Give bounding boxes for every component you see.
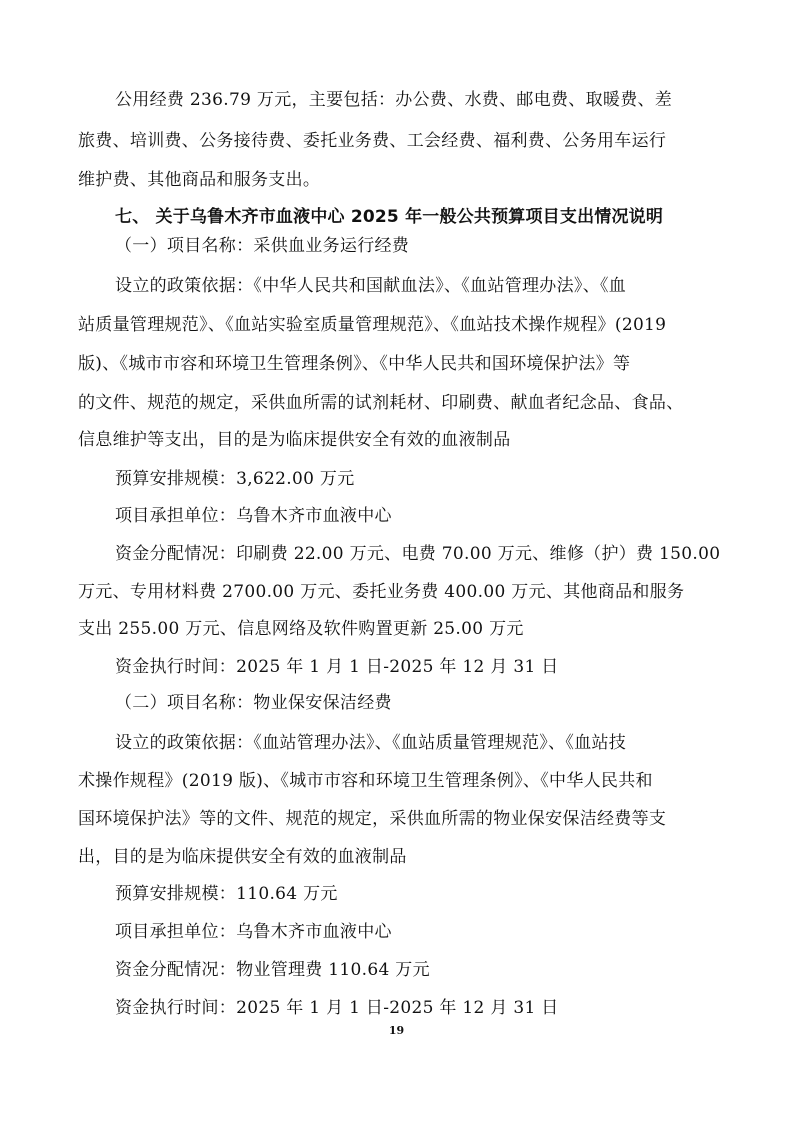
- text-line: 万元、专用材料费 2700.00 万元、委托业务费 400.00 万元、其他商品和服务: [78, 582, 685, 602]
- text-line: 预算安排规模：3,622.00 万元: [115, 469, 355, 489]
- page-number: 19: [388, 1024, 405, 1037]
- text-line: 国环境保护法》等的文件、规范的规定，采供血所需的物业保安保洁经费等支: [78, 809, 667, 829]
- text-line: 资金分配情况：印刷费 22.00 万元、电费 70.00 万元、维修（护）费 150.00: [115, 544, 721, 564]
- text-line: 资金执行时间：2025 年 1 月 1 日-2025 年 12 月 31 日: [115, 657, 559, 677]
- text-line: 的文件、规范的规定，采供血所需的试剂耗材、印刷费、献血者纪念品、食品、: [78, 393, 684, 413]
- text-line: 项目承担单位：乌鲁木齐市血液中心: [115, 506, 392, 526]
- text-line: 支出 255.00 万元、信息网络及软件购置更新 25.00 万元: [78, 619, 524, 639]
- text-line: 站质量管理规范》、《血站实验室质量管理规范》、《血站技术操作规程》(2019: [78, 315, 667, 335]
- text-line: 资金分配情况：物业管理费 110.64 万元: [115, 960, 430, 980]
- text-line: 设立的政策依据：《血站管理办法》、《血站质量管理规范》、《血站技: [115, 733, 627, 753]
- text-line: 项目承担单位：乌鲁木齐市血液中心: [115, 922, 392, 942]
- text-line: 版)、《城市市容和环境卫生管理条例》、《中华人民共和国环境保护法》等: [78, 354, 631, 374]
- text-line: 资金执行时间：2025 年 1 月 1 日-2025 年 12 月 31 日: [115, 998, 559, 1018]
- section-heading: 七、 关于乌鲁木齐市血液中心 2025 年一般公共预算项目支出情况说明: [115, 207, 664, 227]
- subsection-heading: （一）项目名称：采供血业务运行经费: [115, 236, 410, 256]
- text-line: 信息维护等支出，目的是为临床提供安全有效的血液制品: [78, 430, 511, 450]
- text-line: 旅费、培训费、公务接待费、委托业务费、工会经费、福利费、公务用车运行: [78, 131, 667, 151]
- text-line: 维护费、其他商品和服务支出。: [78, 170, 321, 190]
- text-line: 预算安排规模：110.64 万元: [115, 884, 338, 904]
- text-line: 出，目的是为临床提供安全有效的血液制品: [78, 847, 407, 867]
- subsection-heading: （二）项目名称：物业保安保洁经费: [115, 693, 392, 713]
- text-line: 术操作规程》(2019 版)、《城市市容和环境卫生管理条例》、《中华人民共和: [78, 771, 653, 791]
- text-line: 设立的政策依据：《中华人民共和国献血法》、《血站管理办法》、《血: [115, 276, 627, 296]
- text-line: 公用经费 236.79 万元，主要包括：办公费、水费、邮电费、取暖费、差: [115, 90, 673, 110]
